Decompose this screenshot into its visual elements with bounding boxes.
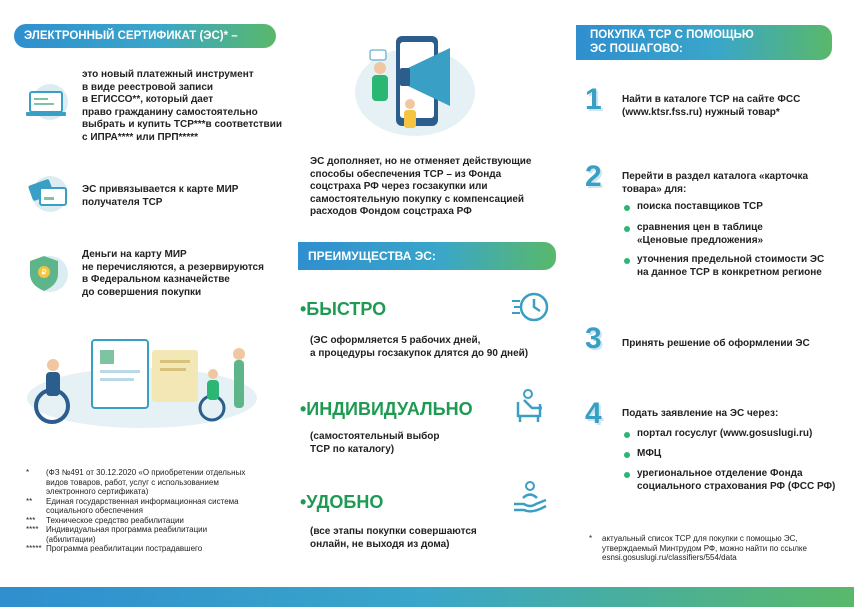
step-2-bullet-3-text: уточнения предельной стоимости ЭС на данное ТСР в конкретном регионе bbox=[637, 254, 825, 278]
benefit-convenient-title: •УДОБНО bbox=[300, 492, 384, 512]
step-1-text: Найти в каталоге ТСР на сайте ФСС (www.ktsr.fss.ru) нужный товар* bbox=[622, 94, 801, 118]
person-armchair-icon bbox=[510, 386, 550, 424]
bottom-gradient-bar bbox=[0, 587, 854, 607]
benefit-individual-title: •ИНДИВИДУАЛЬНО bbox=[300, 399, 473, 419]
left-header bbox=[14, 24, 276, 48]
step-1-number: 1 bbox=[585, 83, 602, 116]
left-item3-text: Деньги на карту МИР не перечисляются, а резервируются в Федеральном казначействе до совершения покупки bbox=[82, 249, 264, 298]
svg-text:₽: ₽ bbox=[41, 268, 47, 277]
step-3-text: Принять решение об оформлении ЭС bbox=[622, 338, 810, 349]
step-2-number: 2 bbox=[585, 160, 602, 193]
step-4-number: 4 bbox=[585, 397, 602, 430]
middle-header-text: ПРЕИМУЩЕСТВА ЭС: bbox=[308, 249, 436, 263]
step-2-text: Перейти в раздел каталога «карточка товара» для: bbox=[622, 171, 809, 195]
step-2-bullet-1-text: поиска поставщиков ТСР bbox=[637, 201, 763, 212]
card-icon bbox=[22, 172, 72, 216]
right-header: ПОКУПКА ТСР С ПОМОЩЬЮ ЭС ПОШАГОВО: bbox=[576, 25, 832, 60]
accessibility-illustration bbox=[12, 320, 264, 432]
step-4-bullet-3 bbox=[624, 472, 630, 478]
step-2-bullet-2-text: сравнения цен в таблице «Ценовые предложения» bbox=[637, 222, 764, 246]
step-2-bullet-2 bbox=[624, 226, 630, 232]
step-2-bullet-3 bbox=[624, 258, 630, 264]
left-item2-text: ЭС привязывается к карте МИР получателя ТСР bbox=[82, 184, 239, 208]
right-footnote-mark: * bbox=[589, 534, 593, 543]
hand-care-icon bbox=[510, 478, 550, 518]
step-2-bullet-1 bbox=[624, 205, 630, 211]
megaphone-illustration bbox=[350, 28, 480, 140]
benefit-fast-text: (ЭС оформляется 5 рабочих дней, а процедуры госзакупок длятся до 90 дней) bbox=[310, 335, 529, 359]
left-footnote-texts: (ФЗ №491 от 30.12.2020 «О приобретении отдельных видов товаров, работ, услуг с использованием электронного сертификата) Единая государственная информационная система социального обеспечения Техническое средство реабилитации Индивидуальная программа реабилитации (абилитации) Программа реабилитации пострадавшего bbox=[46, 468, 246, 553]
step-4-text: Подать заявление на ЭС через: bbox=[622, 408, 779, 419]
right-footnote-text: актуальный список ТСР для покупки с помощью ЭС, утверждаемый Минтрудом РФ, можно найти по ссылке esnsi.gosuslugi.ru/classifiers/554/data bbox=[602, 534, 807, 562]
step-4-bullet-2 bbox=[624, 452, 630, 458]
step-4-bullet-1 bbox=[624, 432, 630, 438]
benefit-convenient-text: (все этапы покупки совершаются онлайн, не выходя из дома) bbox=[310, 526, 477, 550]
middle-header bbox=[298, 242, 556, 270]
step-3-number: 3 bbox=[585, 322, 602, 355]
left-footnote-marks: * ** *** **** ***** bbox=[26, 468, 42, 553]
step-4-bullet-2-text: МФЦ bbox=[637, 448, 662, 459]
middle-desc-text: ЭС дополняет, но не отменяет действующие способы обеспечения ТСР – из Фонда соцстраха РФ через госзакупки или самостоятельную покупку с компенсацией расходов Фондом соцстраха РФ bbox=[310, 156, 532, 217]
step-4-bullet-3-text: урегиональное отделение Фонда социального страхования РФ (ФСС РФ) bbox=[637, 468, 836, 492]
shield-icon bbox=[22, 248, 72, 298]
laptop-icon bbox=[22, 78, 72, 126]
benefit-fast-title: •БЫСТРО bbox=[300, 299, 387, 319]
left-header-text: ЭЛЕКТРОННЫЙ СЕРТИФИКАТ (ЭС)* – bbox=[24, 30, 238, 42]
benefit-individual-text: (самостоятельный выбор ТСР по каталогу) bbox=[310, 431, 440, 455]
left-item1-text: это новый платежный инструмент в виде реестровой записи в ЕГИССО**, который дает право гражданину самостоятельно выбрать и купить ТСР***в соответствии с ИПРА**** или ПРП***** bbox=[82, 69, 282, 143]
step-4-bullet-1-text: портал госуслуг (www.gosuslugi.ru) bbox=[637, 428, 813, 439]
clock-icon bbox=[510, 290, 550, 324]
